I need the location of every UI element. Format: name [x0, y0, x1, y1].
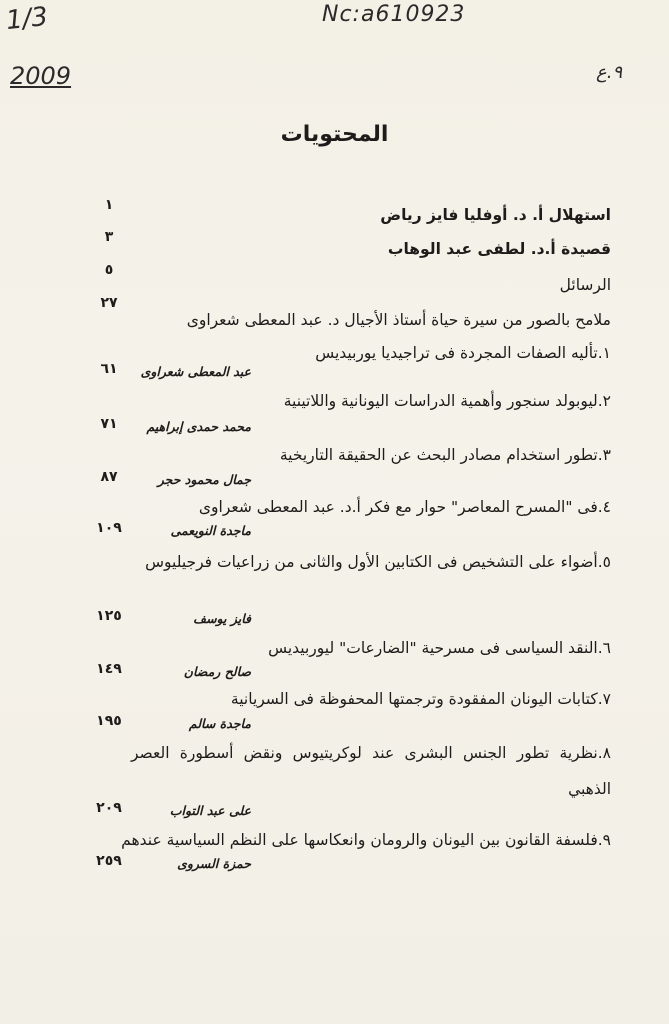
- handwritten-catalog-number: Nc:a610923: [322, 2, 466, 27]
- toc-page-number: ١٢٥: [96, 608, 122, 624]
- toc-entry-article-5: ٥.أضواء على التشخيص فى الكتابين الأول والثانى من زراعيات فرجيليوس: [145, 553, 611, 571]
- toc-page-number: ٢٠٩: [96, 800, 122, 816]
- toc-entry-article-4: ٤.فى "المسرح المعاصر" حوار مع فكر أ.د. عبد المعطى شعراوى: [198, 498, 611, 516]
- toc-page-number: ٣: [104, 229, 114, 245]
- toc-author: عبد المعطى شعراوى: [140, 364, 251, 379]
- toc-page-number: ٧١: [100, 416, 118, 432]
- toc-page-number: ٥: [104, 262, 114, 278]
- page-title: المحتويات: [280, 122, 389, 147]
- toc-author: على عبد التواب: [169, 803, 251, 818]
- toc-author: صالح رمضان: [183, 664, 251, 679]
- toc-page-number: ١: [104, 197, 114, 213]
- toc-page-number: ٢٧: [100, 295, 118, 311]
- toc-entry-article-7: ٧.كتابات اليونان المفقودة وترجمتها المحفوظة فى السريانية: [230, 690, 611, 708]
- toc-entry-article-8: ٨.نظرية تطور الجنس البشرى عند لوكريتيوس ونقض أسطورة العصر الذهبي: [131, 744, 611, 798]
- toc-author: ماجدة النويعمى: [170, 523, 251, 538]
- toc-page-number: ٨٧: [100, 469, 118, 485]
- toc-page-number: ١٤٩: [96, 661, 122, 677]
- toc-page-number: ١٩٥: [96, 713, 122, 729]
- handwritten-year: 2009: [10, 62, 72, 90]
- toc-author: حمزة السروى: [177, 856, 251, 871]
- handwritten-fraction: 1/3: [4, 1, 50, 37]
- toc-entry-article-9: ٩.فلسفة القانون بين اليونان والرومان وانعكاسها على النظم السياسية عندهم: [121, 831, 611, 849]
- toc-entry-article-6: ٦.النقد السياسى فى مسرحية "الضارعات" ليوربيديس: [268, 639, 611, 657]
- toc-entry-preface: استهلال أ. د. أوفليا فايز رياض: [380, 206, 611, 224]
- toc-page-number: ٦١: [100, 361, 118, 377]
- toc-author: محمد حمدى إبراهيم: [146, 419, 251, 434]
- toc-page-number: ١٠٩: [96, 520, 122, 536]
- toc-entry-article-1: ١.تأليه الصفات المجردة فى تراجيديا يوربيديس: [315, 344, 611, 362]
- toc-author: فايز يوسف: [193, 611, 251, 626]
- toc-page-number: ٢٥٩: [96, 853, 122, 869]
- toc-entry-biography: ملامح بالصور من سيرة حياة أستاذ الأجيال د. عبد المعطى شعراوى: [186, 311, 611, 329]
- toc-entry-poem: قصيدة أ.د. لطفى عبد الوهاب: [387, 240, 611, 258]
- toc-entry-letters: الرسائل: [559, 276, 611, 294]
- toc-entry-article-2: ٢.ليوبولد سنجور وأهمية الدراسات اليونانية واللاتينية: [283, 392, 611, 410]
- toc-entry-article-3: ٣.تطور استخدام مصادر البحث عن الحقيقة التاريخية: [279, 446, 611, 464]
- toc-author: ماجدة سالم: [188, 716, 251, 731]
- handwritten-shelf-code: ٩.ع: [596, 62, 623, 83]
- toc-author: جمال محمود حجر: [157, 472, 251, 487]
